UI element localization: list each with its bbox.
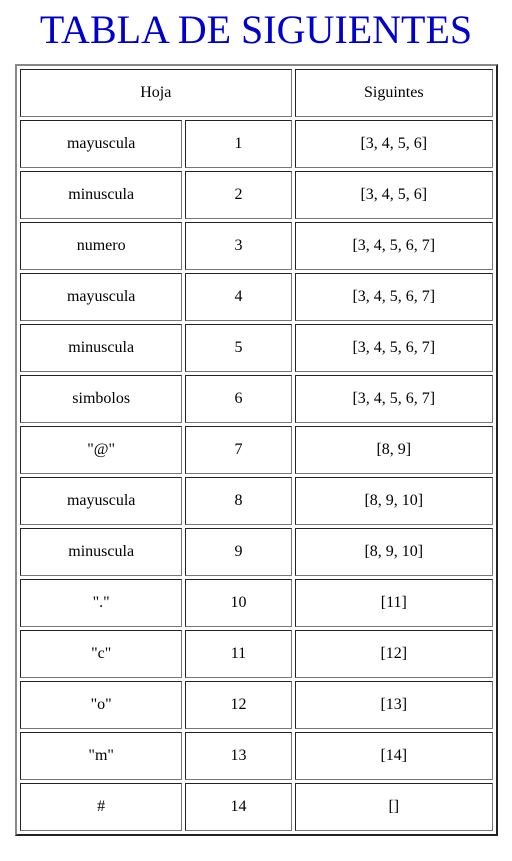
header-siguientes: Siguintes — [295, 69, 493, 117]
cell-next: [8, 9, 10] — [295, 477, 493, 525]
table-row — [20, 273, 493, 321]
cell-next: [3, 4, 5, 6, 7] — [295, 222, 493, 270]
cell-symbol: "@" — [20, 426, 182, 474]
cell-next: [] — [295, 783, 493, 831]
table-row — [20, 120, 493, 168]
cell-number: 8 — [185, 477, 291, 525]
table-row — [20, 681, 493, 729]
cell-number: 13 — [185, 732, 291, 780]
table-row — [20, 630, 493, 678]
table-row — [20, 477, 493, 525]
cell-next: [8, 9, 10] — [295, 528, 493, 576]
cell-next: [12] — [295, 630, 493, 678]
cell-number: 12 — [185, 681, 291, 729]
cell-next: [13] — [295, 681, 493, 729]
siguientes-table — [15, 64, 498, 836]
cell-next: [3, 4, 5, 6, 7] — [295, 273, 493, 321]
table-row — [20, 375, 493, 423]
table-row — [20, 324, 493, 372]
page-title: TABLA DE SIGUIENTES — [39, 7, 473, 52]
cell-symbol: minuscula — [20, 528, 182, 576]
table-header-row — [20, 69, 493, 117]
cell-symbol: minuscula — [20, 324, 182, 372]
cell-number: 4 — [185, 273, 291, 321]
cell-next: [8, 9] — [295, 426, 493, 474]
cell-number: 5 — [185, 324, 291, 372]
table-row — [20, 783, 493, 831]
cell-symbol: mayuscula — [20, 120, 182, 168]
table-body — [20, 120, 493, 831]
cell-number: 14 — [185, 783, 291, 831]
cell-number: 6 — [185, 375, 291, 423]
table-row — [20, 426, 493, 474]
table-row — [20, 528, 493, 576]
cell-next: [11] — [295, 579, 493, 627]
cell-symbol: numero — [20, 222, 182, 270]
cell-number: 3 — [185, 222, 291, 270]
cell-symbol: mayuscula — [20, 273, 182, 321]
cell-symbol: mayuscula — [20, 477, 182, 525]
cell-symbol: "m" — [20, 732, 182, 780]
cell-number: 11 — [185, 630, 291, 678]
table-row — [20, 222, 493, 270]
table-row — [20, 732, 493, 780]
cell-symbol: "." — [20, 579, 182, 627]
table-row — [20, 579, 493, 627]
cell-number: 7 — [185, 426, 291, 474]
cell-number: 9 — [185, 528, 291, 576]
cell-symbol: # — [20, 783, 182, 831]
cell-next: [3, 4, 5, 6, 7] — [295, 375, 493, 423]
cell-symbol: simbolos — [20, 375, 182, 423]
cell-symbol: "o" — [20, 681, 182, 729]
table-row — [20, 171, 493, 219]
cell-next: [3, 4, 5, 6] — [295, 171, 493, 219]
cell-number: 1 — [185, 120, 291, 168]
cell-next: [14] — [295, 732, 493, 780]
cell-symbol: "c" — [20, 630, 182, 678]
cell-symbol: minuscula — [20, 171, 182, 219]
header-hoja: Hoja — [20, 69, 292, 117]
cell-number: 10 — [185, 579, 291, 627]
cell-number: 2 — [185, 171, 291, 219]
cell-next: [3, 4, 5, 6, 7] — [295, 324, 493, 372]
cell-next: [3, 4, 5, 6] — [295, 120, 493, 168]
